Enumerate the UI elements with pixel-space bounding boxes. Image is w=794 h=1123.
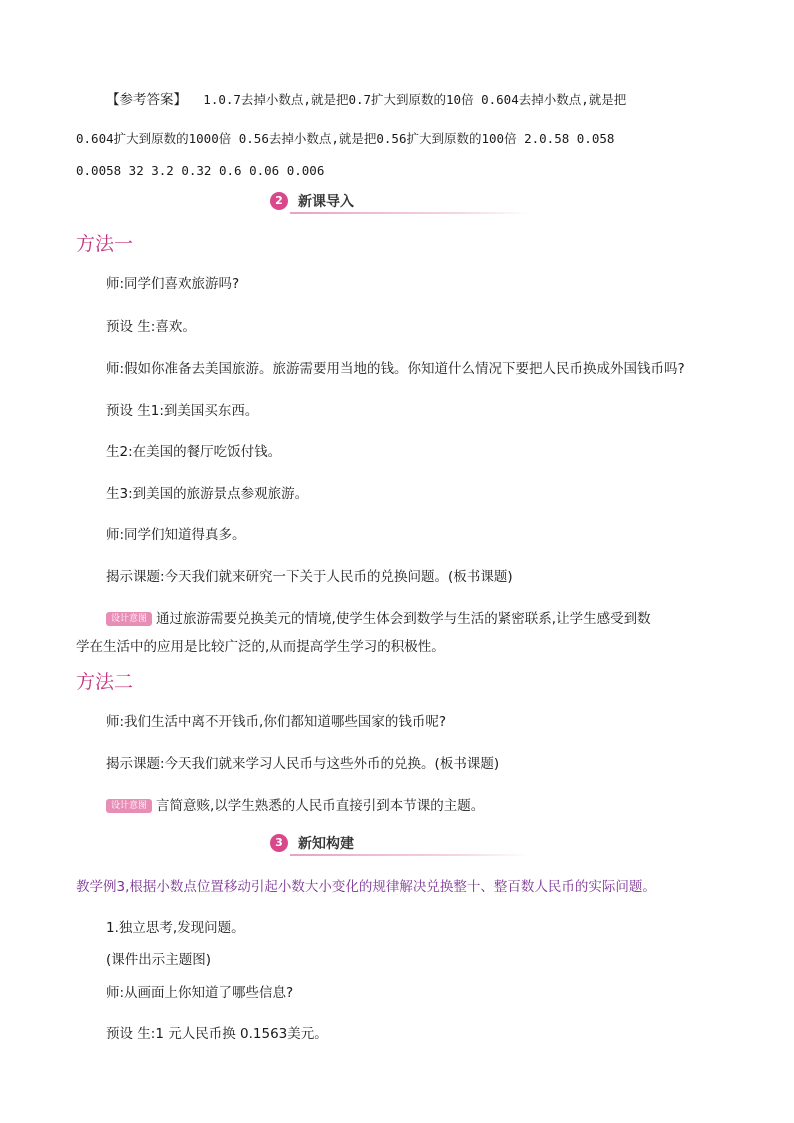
design-intent-text: 言简意赅,以学生熟悉的人民币直接引到本节课的主题。 [156,798,485,814]
answer-line-3: 0.0058 32 3.2 0.32 0.6 0.06 0.006 [76,163,325,178]
design-intent-tag: 设计意图 [106,612,152,626]
paragraph: 师:我们生活中离不开钱币,你们都知道哪些国家的钱币呢? [106,714,447,730]
paragraph: (课件出示主题图) [106,952,212,968]
paragraph: 生2:在美国的餐厅吃饭付钱。 [106,444,282,460]
design-intent-2 [106,796,484,816]
paragraph: 1.独立思考,发现问题。 [106,920,245,936]
section-title: 新知构建 [298,836,354,852]
section-number-badge: 3 [270,834,288,852]
lesson-intro: 教学例3,根据小数点位置移动引起小数大小变化的规律解决兑换整十、整百数人民币的实际问题。 [76,879,656,895]
design-intent-1 [106,609,651,629]
section-header-new-knowledge [268,832,530,856]
answer-text-1: 1.0.7去掉小数点,就是把0.7扩大到原数的10倍 0.604去掉小数点,就是把 [203,92,627,107]
section-divider [290,854,530,856]
paragraph: 师:从画面上你知道了哪些信息? [106,985,294,1001]
section-divider [290,212,530,214]
design-intent-tag: 设计意图 [106,799,152,813]
design-intent-1-cont: 学在生活中的应用是比较广泛的,从而提高学生学习的积极性。 [76,639,445,655]
paragraph: 预设 生:1 元人民币换 0.1563美元。 [106,1026,328,1042]
paragraph: 师:同学们知道得真多。 [106,527,246,543]
paragraph: 师:假如你准备去美国旅游。旅游需要用当地的钱。你知道什么情况下要把人民币换成外国钱币吗? [106,361,685,377]
answer-label: 【参考答案】 [106,92,187,108]
paragraph: 预设 生1:到美国买东西。 [106,403,259,419]
answer-line-1 [106,90,626,110]
paragraph: 揭示课题:今天我们就来研究一下关于人民币的兑换问题。(板书课题) [106,569,513,585]
section-header-new-lesson [268,190,530,214]
method-1-heading: 方法一 [76,233,134,255]
paragraph: 生3:到美国的旅游景点参观旅游。 [106,486,309,502]
paragraph: 预设 生:喜欢。 [106,319,196,335]
answer-line-2: 0.604扩大到原数的1000倍 0.56去掉小数点,就是把0.56扩大到原数的100倍 2.0.58 0.058 [76,131,615,146]
paragraph: 师:同学们喜欢旅游吗? [106,276,240,292]
method-2-heading: 方法二 [76,671,134,693]
section-title: 新课导入 [298,194,354,210]
paragraph: 揭示课题:今天我们就来学习人民币与这些外币的兑换。(板书课题) [106,756,500,772]
design-intent-text: 通过旅游需要兑换美元的情境,使学生体会到数学与生活的紧密联系,让学生感受到数 [156,611,651,627]
section-number-badge: 2 [270,192,288,210]
